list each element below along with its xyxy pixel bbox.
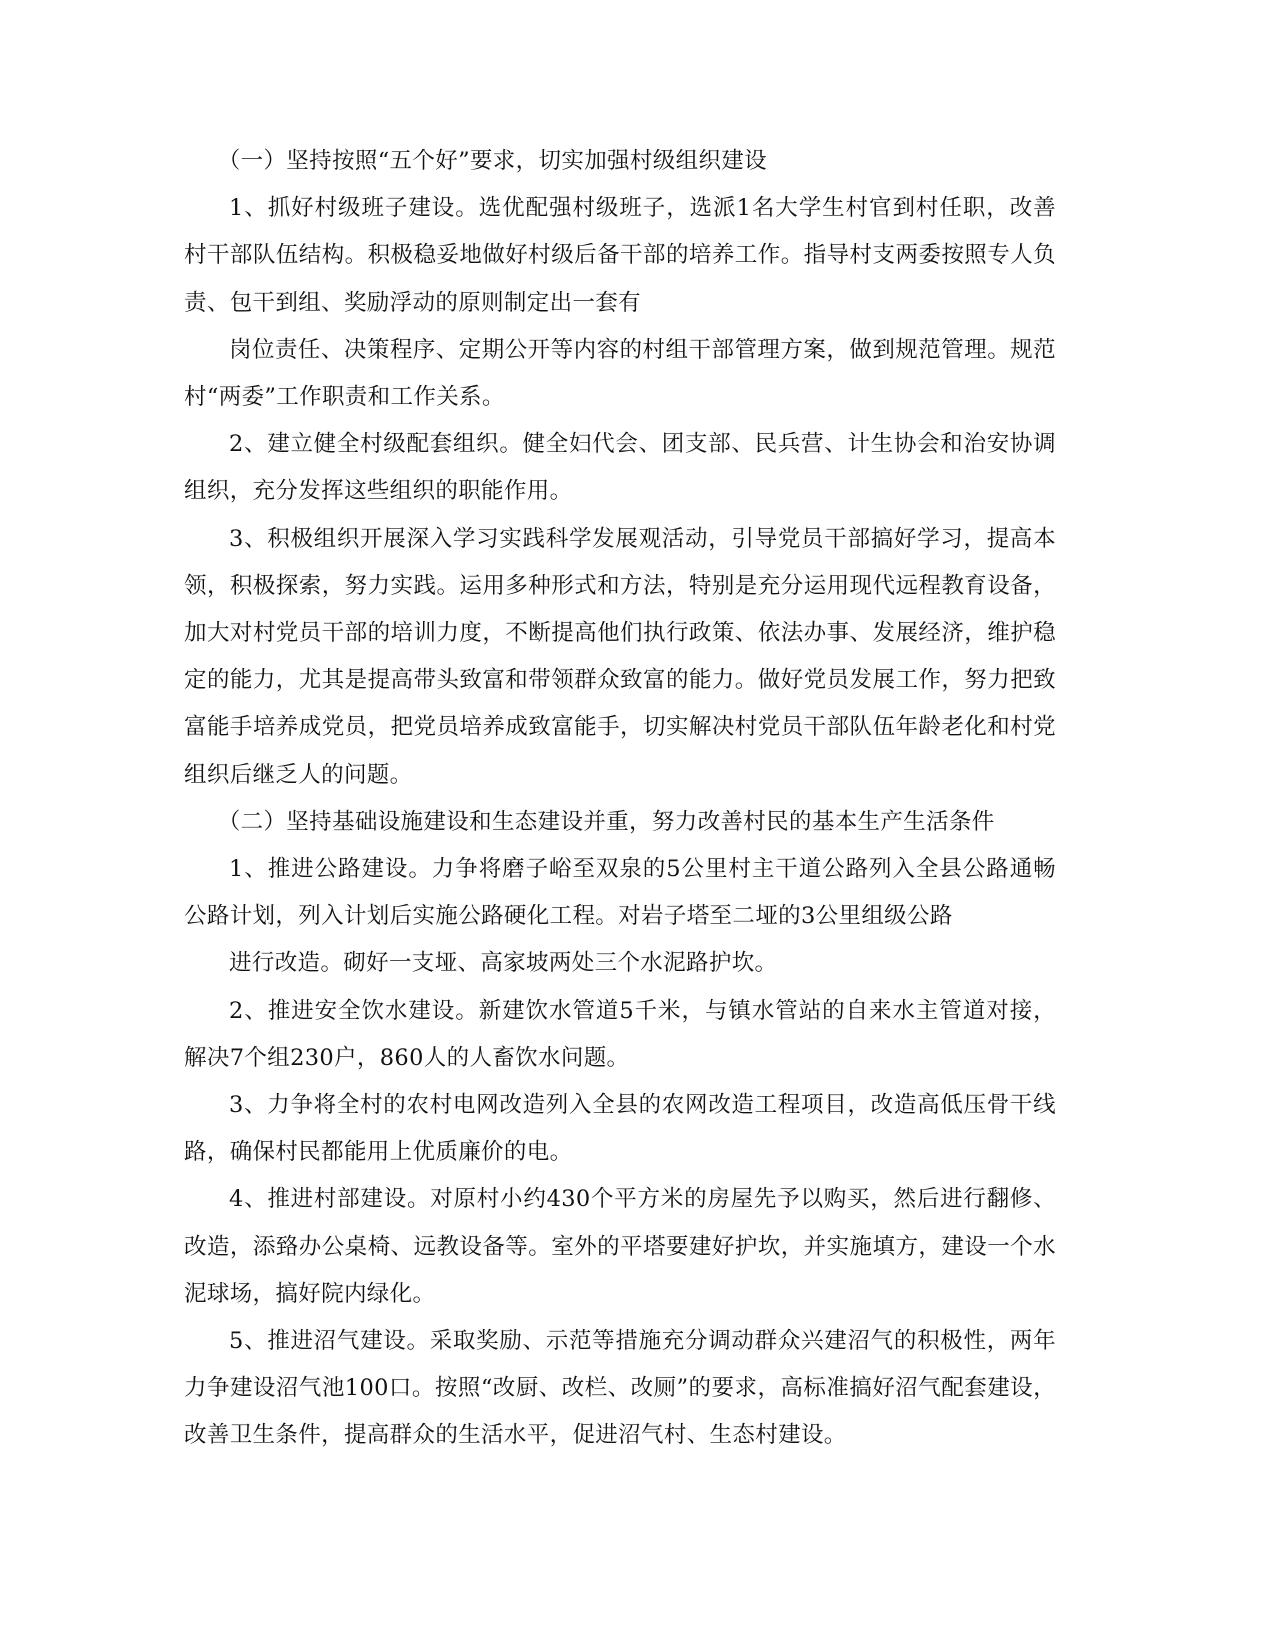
paragraph: 3、积极组织开展深入学习实践科学发展观活动，引导党员干部搞好学习，提高本领，积极探索，努力实践。运用多种形式和方法，特别是充分运用现代远程教育设备，加大对村党员干部的培训力度，不断提高他们执行政策、依法办事、发展经济，维护稳定的能力，尤其是提高带头致富和带领群众致富的能力。做好党员发展工作，努力把致富能手培养成党员，把党员培养成致富能手，切实解决村党员干部队伍年龄老化和村党组织后继乏人的问题。 xyxy=(184,525,1056,788)
paragraph: 1、推进公路建设。力争将磨子峪至双泉的5公里村主干道公路列入全县公路通畅公路计划，列入计划后实施公路硬化工程。对岩子塔至二垭的3公里组级公路 xyxy=(184,856,1056,930)
paragraph: 1、抓好村级班子建设。选优配强村级班子，选派1名大学生村官到村任职，改善村干部队伍结构。积极稳妥地做好村级后备干部的培养工作。指导村支两委按照专人负责、包干到组、奖励浮动的原则制定出一套有 xyxy=(184,195,1056,316)
paragraph: 2、建立健全村级配套组织。健全妇代会、团支部、民兵营、计生协会和治安协调组织，充分发挥这些组织的职能作用。 xyxy=(184,431,1056,505)
document-page xyxy=(184,138,1056,1460)
paragraph: 2、推进安全饮水建设。新建饮水管道5千米，与镇水管站的自来水主管道对接，解决7个组230户，860人的人畜饮水问题。 xyxy=(184,997,1056,1071)
paragraph: 5、推进沼气建设。采取奖励、示范等措施充分调动群众兴建沼气的积极性，两年力争建设沼气池100口。按照“改厨、改栏、改厕”的要求，高标准搞好沼气配套建设，改善卫生条件，提高群众的生活水平，促进沼气村、生态村建设。 xyxy=(184,1328,1056,1449)
paragraph: 岗位责任、决策程序、定期公开等内容的村组干部管理方案，做到规范管理。规范村“两委”工作职责和工作关系。 xyxy=(184,336,1056,411)
paragraph: 4、推进村部建设。对原村小约430个平方米的房屋先予以购买，然后进行翻修、改造，添臵办公桌椅、远教设备等。室外的平塔要建好护坎，并实施填方，建设一个水泥球场，搞好院内绿化。 xyxy=(184,1186,1056,1307)
section-heading-2: （二）坚持基础设施建设和生态建设并重，努力改善村民的基本生产生活条件 xyxy=(217,808,995,835)
paragraph: 进行改造。砌好一支垭、高家坡两处三个水泥路护坎。 xyxy=(229,950,778,977)
section-heading-1: （一）坚持按照“五个好”要求，切实加强村级组织建设 xyxy=(217,148,768,174)
paragraph: 3、力争将全村的农村电网改造列入全县的农网改造工程项目，改造高低压骨干线路，确保村民都能用上优质廉价的电。 xyxy=(184,1092,1056,1166)
